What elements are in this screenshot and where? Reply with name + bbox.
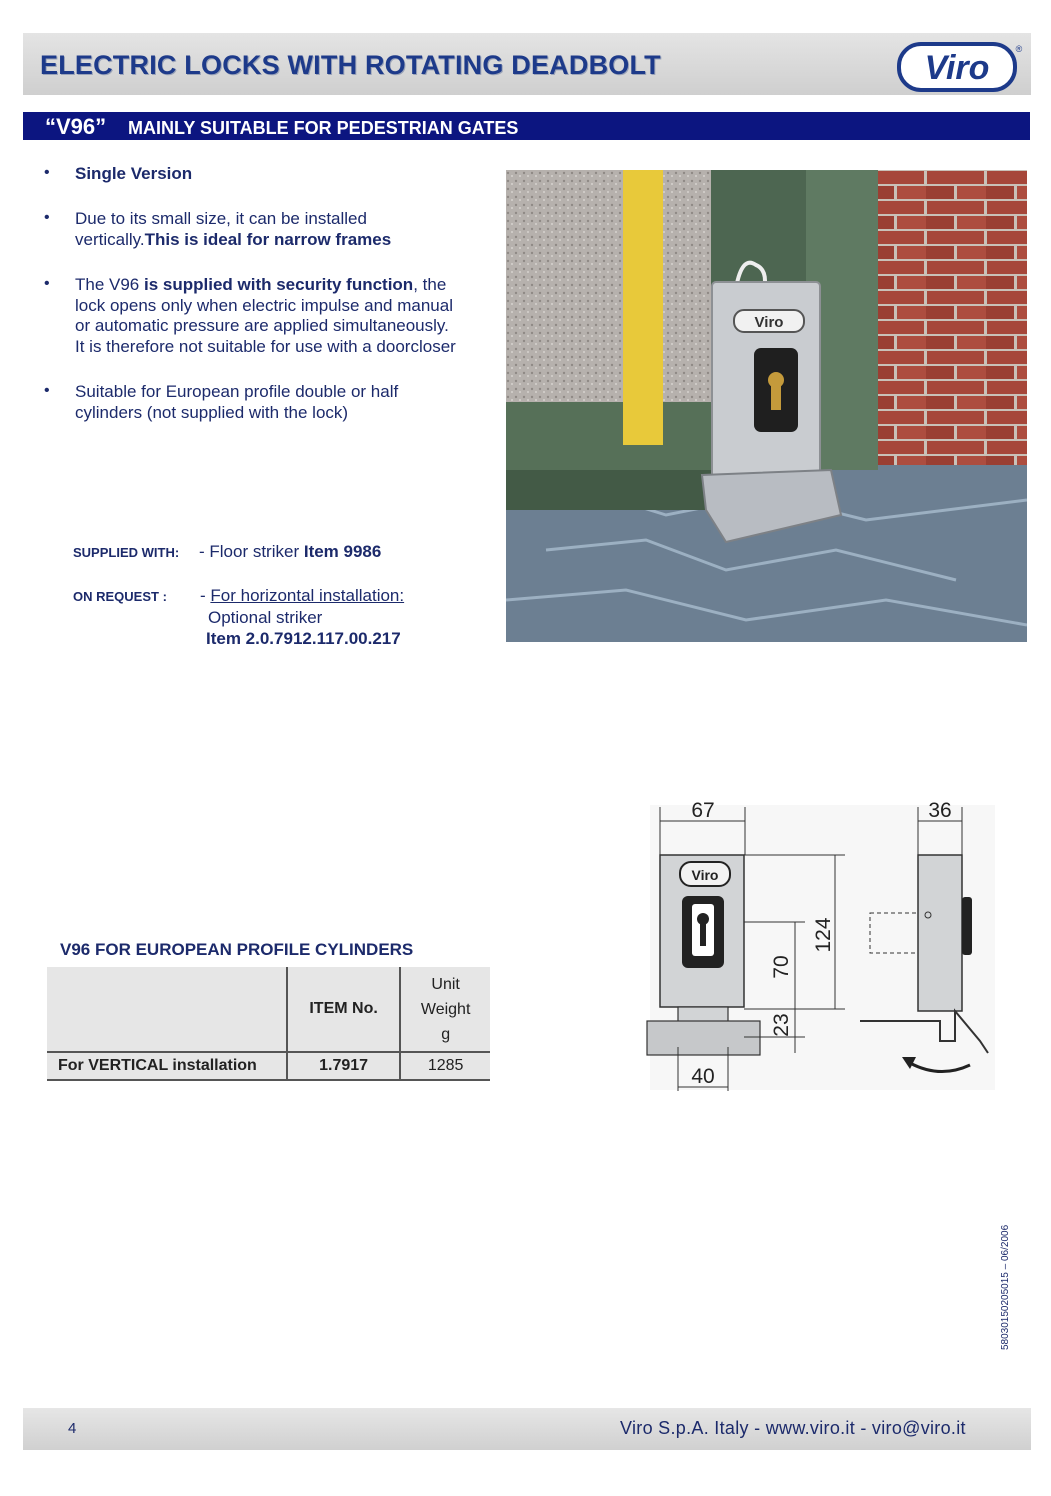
horizontal-installation-link[interactable]: For horizontal installation: bbox=[210, 586, 405, 605]
page-number: 4 bbox=[68, 1420, 77, 1437]
supplied-item: Item 9986 bbox=[303, 542, 382, 561]
on-request-line2: Optional striker bbox=[208, 608, 323, 627]
bullet-icon: • bbox=[44, 164, 50, 181]
header-g: g bbox=[441, 1025, 451, 1043]
drawing-brand: Viro bbox=[691, 867, 719, 883]
logo-registered-mark: ® bbox=[1015, 44, 1023, 54]
table-title: V96 FOR EUROPEAN PROFILE CYLINDERS bbox=[60, 940, 414, 959]
page-title: ELECTRIC LOCKS WITH ROTATING DEADBOLT bbox=[40, 50, 661, 80]
model-name: “V96” bbox=[45, 114, 107, 139]
dim-40: 40 bbox=[691, 1065, 715, 1088]
feature-text: Due to its small size, it can be installed bbox=[75, 209, 367, 228]
feature-single-version: Single Version bbox=[75, 164, 193, 183]
on-request-line1 bbox=[200, 586, 404, 606]
supplied-with-label: SUPPLIED WITH: bbox=[73, 545, 180, 560]
row-weight: 1285 bbox=[400, 1052, 490, 1080]
model-subtitle: MAINLY SUITABLE FOR PEDESTRIAN GATES bbox=[128, 118, 519, 138]
header-unit: Unit bbox=[431, 975, 460, 993]
feature-text: The V96 bbox=[75, 275, 144, 294]
product-photo bbox=[506, 170, 1027, 642]
footer-contact: Viro S.p.A. Italy - www.viro.it - viro@viro.it bbox=[620, 1418, 966, 1438]
header-item-no: ITEM No. bbox=[287, 967, 400, 1052]
row-label: For VERTICAL installation bbox=[47, 1052, 287, 1080]
feature-text: Suitable for European profile double or half bbox=[75, 382, 399, 401]
drawing-striker bbox=[647, 1021, 760, 1055]
lock-side-body bbox=[918, 855, 962, 1011]
side-cylinder-cover bbox=[962, 897, 972, 955]
brick-wall bbox=[876, 170, 1027, 470]
feature-text: or automatic pressure are applied simultaneously. bbox=[75, 316, 449, 335]
dim-70: 70 bbox=[770, 955, 793, 979]
lock-brand: Viro bbox=[754, 314, 784, 331]
bullet-icon: • bbox=[44, 209, 50, 226]
supplied-with-value bbox=[199, 542, 381, 562]
table-header-row bbox=[47, 967, 490, 1052]
spec-table bbox=[47, 967, 490, 1081]
yellow-bar bbox=[623, 170, 663, 445]
brand-logo bbox=[895, 38, 1025, 92]
feature-security bbox=[75, 275, 485, 357]
bullet-icon: • bbox=[44, 382, 50, 399]
dim-depth: 36 bbox=[928, 799, 952, 822]
feature-text: cylinders (not supplied with the lock) bbox=[75, 402, 349, 422]
dim-width: 67 bbox=[691, 799, 715, 822]
bullet-icon: • bbox=[44, 275, 50, 292]
feature-emphasis: is supplied with security function bbox=[144, 275, 414, 294]
cylinder-keyway bbox=[771, 384, 781, 410]
dim-height: 124 bbox=[812, 917, 835, 953]
feature-emphasis: This is ideal for narrow frames bbox=[144, 229, 392, 249]
feature-small-size bbox=[75, 209, 485, 250]
feature-text: It is therefore not suitable for use with a doorcloser bbox=[75, 336, 456, 356]
dim-23: 23 bbox=[770, 1013, 793, 1037]
feature-text: lock opens only when electric impulse and manual bbox=[75, 295, 453, 315]
header-blank-cell bbox=[47, 967, 287, 1052]
feature-text: , the bbox=[413, 275, 447, 294]
feature-cylinders bbox=[75, 382, 485, 423]
table-row bbox=[47, 1052, 490, 1080]
header-unit-weight bbox=[400, 967, 490, 1052]
on-request-item: Item 2.0.7912.117.00.217 bbox=[206, 629, 401, 648]
row-item-no: 1.7917 bbox=[287, 1052, 400, 1080]
feature-text: vertically. bbox=[75, 229, 145, 249]
on-request-label: ON REQUEST : bbox=[73, 589, 167, 604]
header-weight: Weight bbox=[420, 1000, 471, 1018]
on-request-dash: - bbox=[200, 586, 211, 605]
logo-text: Viro bbox=[924, 49, 990, 87]
document-code: 58030150205015 – 06/2006 bbox=[1000, 1224, 1011, 1350]
technical-drawing bbox=[640, 795, 1000, 1095]
supplied-text: - Floor striker bbox=[199, 542, 304, 561]
